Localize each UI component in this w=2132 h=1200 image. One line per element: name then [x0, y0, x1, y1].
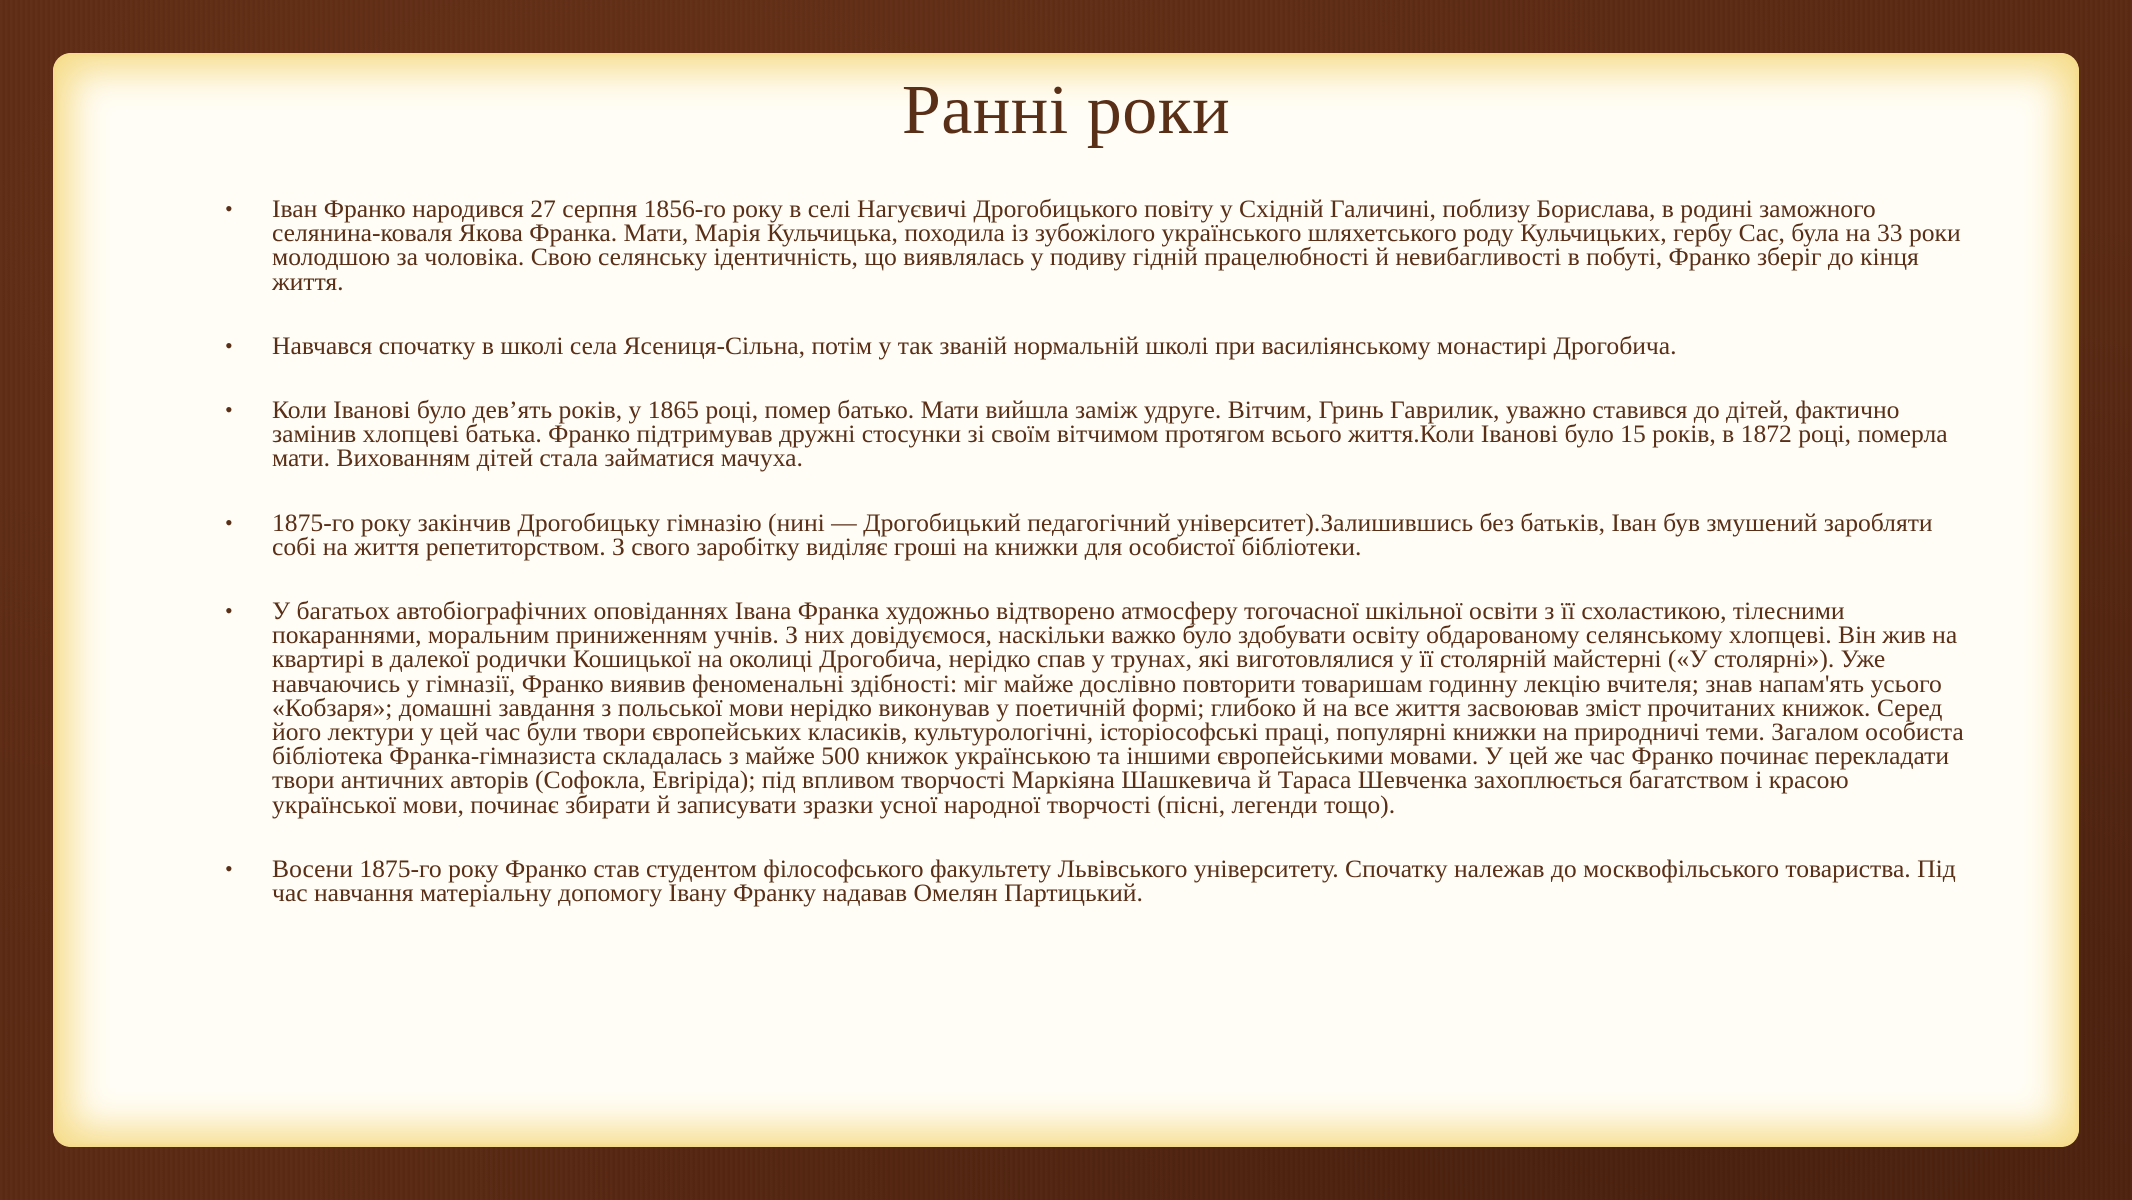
bullet-text: Навчався спочатку в школі села Ясениця-Сільна, потім у так званій нормальній школі при василіянському монастирі Дрогобича.	[272, 330, 1677, 360]
bullet-item-school	[225, 330, 1965, 360]
bullet-item-university	[225, 853, 1965, 908]
bullet-item-education	[225, 596, 1965, 819]
bullet-dot-icon: •	[225, 332, 233, 358]
slide-panel	[53, 53, 2079, 1147]
bullet-dot-icon: •	[225, 397, 233, 423]
bullet-item-family	[225, 395, 1965, 473]
bullet-item-gymnasium	[225, 507, 1965, 561]
bullet-text: У багатьох автобіографічних оповіданнях Івана Франка художньо відтворено атмосферу тогочасної шкільної освіти з її схоластикою, тілесними покараннями, моральним приниженням учнів. З них довідуємося, наскільки важко було здобувати освіту обдарованому селянському хлопцеві. Він жив на квартирі в далекої родички Кошицької на околиці Дрогобича, нерідко спав у трунах, які виготовлялися у її столярній майстерні («У столярні»). Уже навчаючись у гімназії, Франко виявив феноменальні здібності: міг майже дослівно повторити товаришам годинну лекцію вчителя; знав напам'ять усього «Кобзаря»; домашні завдання з польської мови нерідко виконував у поетичній формі; глибоко й на все життя засвоював зміст прочитаних книжок. Серед його лектури у цей час були твори європейських класиків, культурологічні, історіософські праці, популярні книжки на природничі теми. Загалом особиста бібліотека Франка-гімназиста складалась з майже 500 книжок українською та іншими європейськими мовами. У цей же час Франко починає перекладати твори античних авторів (Софокла, Евripіда); під впливом творчості Маркіяна Шашкевича й Тараса Шевченка захоплюється багатством і красою української мови, починає збирати й записувати зразки усної народної творчості (пісні, легенди тощо).	[272, 596, 1964, 819]
bullet-dot-icon: •	[225, 598, 233, 624]
bullet-list	[225, 194, 1965, 945]
bullet-text: Восени 1875-го року Франко став студентом філософського факультету Львівського університету. Спочатку належав до москвофільського товариства. Під час навчання матеріальну допомогу Івану Франку надавав Омелян Партицький.	[272, 853, 1956, 908]
bullet-text: Коли Іванові було дев’ять років, у 1865 році, помер батько. Мати вийшла заміж удруге. Вітчим, Гринь Гаврилик, уважно ставився до дітей, фактично замінив хлопцеві батька. Франко підтримував дружні стосунки зі своїм вітчимом протягом всього життя.Коли Іванові було 15 років, в 1872 році, померла мати. Вихованням дітей стала займатися мачуха.	[272, 395, 1948, 473]
bullet-text: 1875-го року закінчив Дрогобицьку гімназію (нині — Дрогобицький педагогічний університет).Залишившись без батьків, Іван був змушений заробляти собі на життя репетиторством. З свого заробітку виділяє гроші на книжки для особистої бібліотеки.	[272, 507, 1933, 561]
bullet-dot-icon: •	[225, 196, 233, 221]
bullet-item-birth	[225, 194, 1965, 296]
bullet-dot-icon: •	[225, 855, 233, 881]
bullet-text: Іван Франко народився 27 серпня 1856-го року в селі Нагуєвичі Дрогобицького повіту у Східній Галичині, поблизу Борислава, в родині заможного селянина-коваля Якова Франка. Мати, Марія Кульчицька, походила із зубожілого українського шляхетського роду Кульчицьких, гербу Сас, була на 33 роки молодшою за чоловіка. Свою селянську ідентичність, що виявлялась у подиву гідній працелюбності й невибагливості в побуті, Франко зберіг до кінця життя.	[272, 194, 1961, 296]
bullet-dot-icon: •	[225, 509, 233, 535]
slide-title: Ранні роки	[901, 72, 1231, 149]
